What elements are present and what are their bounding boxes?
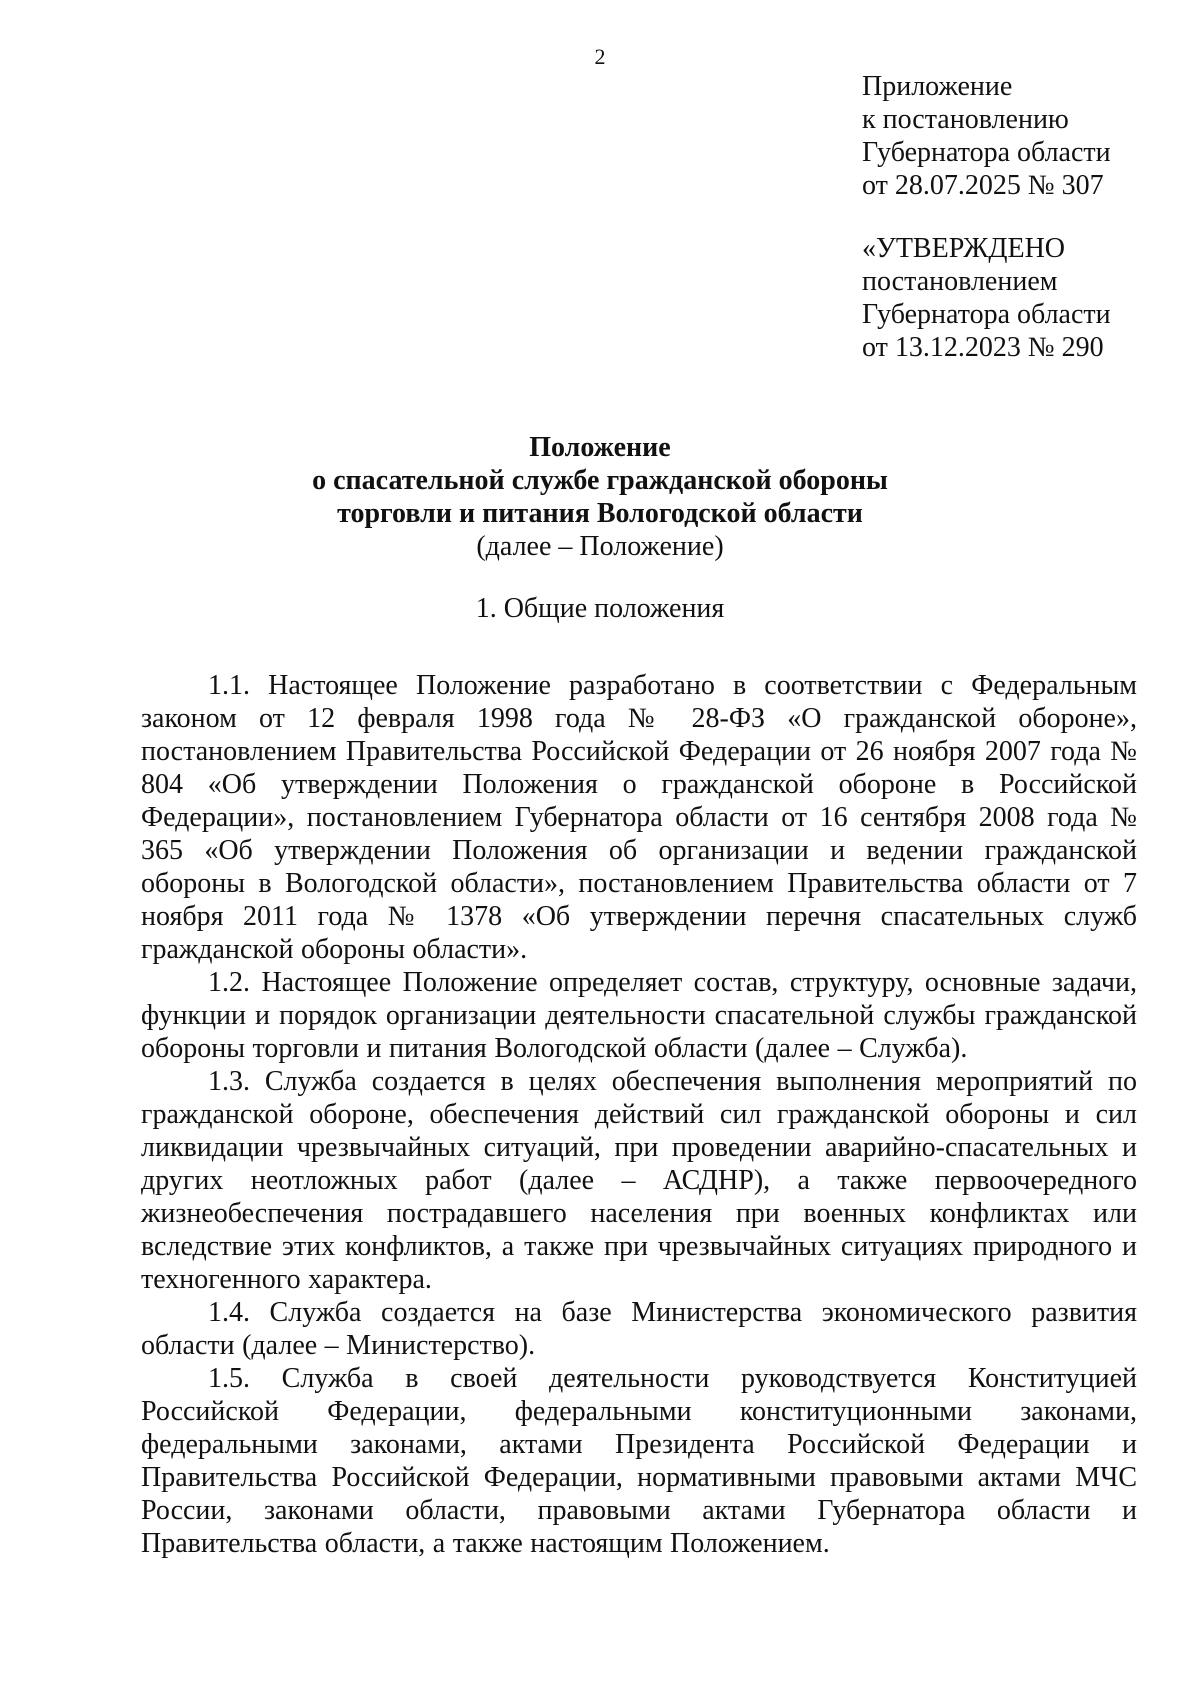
- appendix-reference-block: [862, 70, 1182, 202]
- approval-stamp-block: [862, 232, 1182, 364]
- title-line: о спасательной службе гражданской обороны: [312, 465, 888, 496]
- title-subtitle: (далее – Положение): [476, 531, 724, 562]
- approved-line: от 13.12.2023 № 290: [862, 332, 1104, 363]
- paragraph-1-4: 1.4. Служба создается на базе Министерства экономического развития области (далее – Министерство).: [141, 1297, 1137, 1361]
- title-line: торговли и питания Вологодской области: [337, 498, 863, 529]
- approved-line: Губернатора области: [862, 299, 1111, 330]
- paragraph-1-3: 1.3. Служба создается в целях обеспечения выполнения мероприятий по гражданской обороне, обеспечения действий сил гражданской обороны и сил ликвидации чрезвычайных ситуаций, при проведении аварийно-спасательных и других неотложных работ (далее – АСДНР), а также первоочередного жизнеобеспечения пострадавшего населения при военных конфликтах или вследствие этих конфликтов, а также при чрезвычайных ситуациях природного и техногенного характера.: [141, 1066, 1137, 1295]
- approved-line: «УТВЕРЖДЕНО: [862, 233, 1066, 264]
- paragraph-1-5: 1.5. Служба в своей деятельности руководствуется Конституцией Российской Федерации, федеральными конституционными законами, федеральными законами, актами Президента Российской Федерации и Правительства Российской Федерации, нормативными правовыми актами МЧС России, законами области, правовыми актами Губернатора области и Правительства области, а также настоящим Положением.: [141, 1363, 1137, 1559]
- paragraph-1-1: 1.1. Настоящее Положение разработано в соответствии с Федеральным законом от 12 февраля 1998 года № 28-ФЗ «О гражданской обороне», постановлением Правительства Российской Федерации от 26 ноября 2007 года № 804 «Об утверждении Положения о гражданской обороне в Российской Федерации», постановлением Губернатора области от 16 сентября 2008 года № 365 «Об утверждении Положения об организации и ведении гражданской обороны в Вологодской области», постановлением Правительства области от 7 ноября 2011 года № 1378 «Об утверждении перечня спасательных служб гражданской обороны области».: [141, 670, 1137, 965]
- paragraph-1-2: 1.2. Настоящее Положение определяет состав, структуру, основные задачи, функции и порядок организации деятельности спасательной службы гражданской обороны торговли и питания Вологодской области (далее – Служба).: [141, 967, 1137, 1064]
- page-number: 2: [594, 44, 606, 69]
- appendix-line: Приложение: [862, 71, 1013, 102]
- section-heading: 1. Общие положения: [475, 593, 725, 624]
- appendix-line: от 28.07.2025 № 307: [862, 170, 1104, 201]
- approved-line: постановлением: [862, 266, 1058, 297]
- document-title: [0, 431, 1200, 563]
- appendix-line: Губернатора области: [862, 137, 1111, 168]
- section-body: [141, 669, 1137, 1560]
- appendix-line: к постановлению: [862, 104, 1069, 135]
- title-line: Положение: [529, 432, 671, 463]
